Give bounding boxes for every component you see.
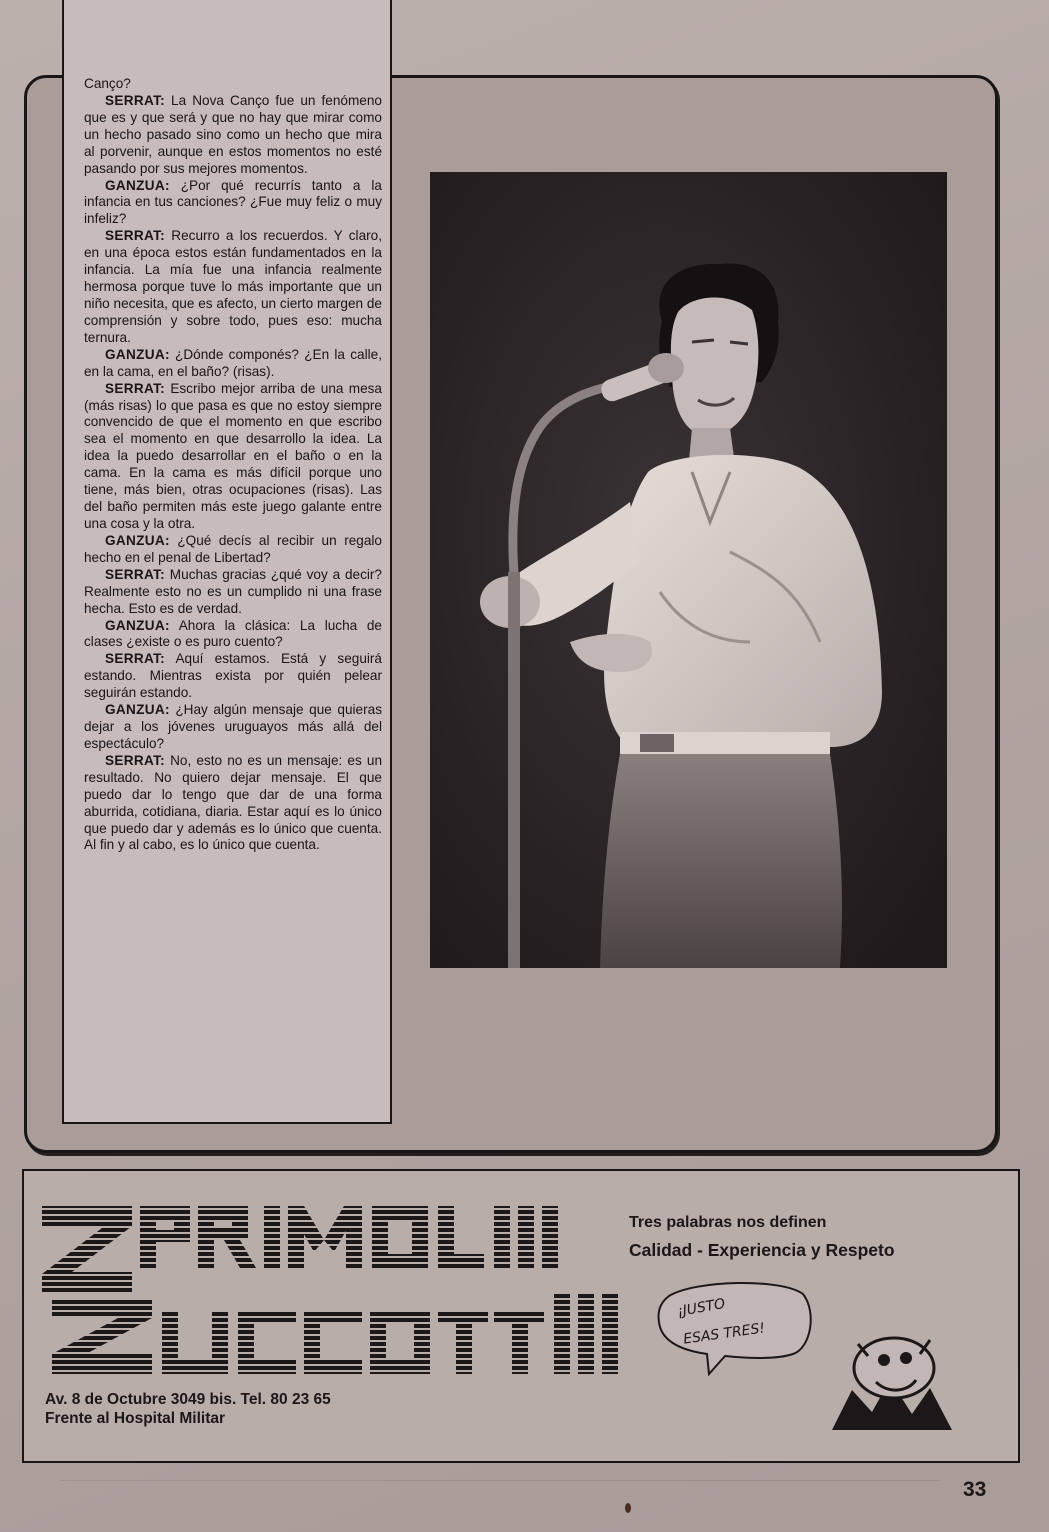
interview-paragraph [84,178,382,229]
page-number: 33 [963,1478,987,1501]
paragraph-text: Ahora la clásica: La lucha de clases ¿existe o es puro cuento? [84,617,382,650]
paragraph-text: La Nova Canço fue un fenómeno que es y que será y que no hay que mirar como un hecho pasado sino como un hecho que mira al porvenir, aunque en estos momentos no esté pasando por sus mejores momentos. [84,92,382,176]
address-line-2: Frente al Hospital Militar [45,1410,226,1427]
ad-address [45,1390,331,1428]
paragraph-text: ¿Dónde componés? ¿En la calle, en la cama, en el baño? (risas). [84,346,382,379]
interview-paragraph [84,381,382,533]
paragraph-text: Recurro a los recuerdos. Y claro, en una época estos están fundamentados en la infancia. La mía fue una infancia realmente hermosa porque tuve lo más importante que un niño necesita, que es afecto, un cierto margen de comprensión y sobre todo, pues eso: mucha ternura. [84,228,382,345]
paragraph-text: ¿Por qué recurrís tanto a la infancia en tus canciones? ¿Fue muy feliz o muy infeliz? [84,177,382,227]
paragraph-text: No, esto no es un mensaje: es un resultado. No quiero dejar mensaje. El que puedo dar lo tengo que dar de una forma aburrida, cotidiana, diaria. Estar aquí es lo único que puedo dar y además es lo único que cuenta. Al fin y al cabo, es lo único que cuenta. [84,752,382,853]
interview-text [84,76,382,854]
address-line: Av. 8 de Octubre 3049 bis. Tel. 80 23 65 [45,1391,331,1408]
paragraph-text: Aquí estamos. Está y seguirá estando. Mientras exista por quién pelear seguirán estando. [84,651,382,701]
speaker-name: SERRAT: [105,651,165,667]
speaker-name: GANZUA: [105,346,170,362]
singer-photo [430,172,947,968]
speaker-name: SERRAT: [105,380,165,396]
ad-slogan: Calidad - Experiencia y Respeto [629,1240,895,1260]
speaker-name: GANZUA: [105,702,170,718]
interview-paragraph [84,753,382,855]
ink-dot [625,1503,631,1513]
interview-paragraph [84,702,382,753]
bleed-through [60,1480,940,1481]
speaker-name: GANZUA: [105,617,170,633]
singer-illustration [430,172,947,968]
paragraph-text: ¿Hay algún mensaje que quieras dejar a los jóvenes uruguayos más allá del espectáculo? [84,702,382,751]
speaker-name: SERRAT: [105,752,165,768]
interview-paragraph [84,533,382,567]
primoli-zuccotti-logo [42,1198,622,1381]
interview-paragraph [84,228,382,346]
interview-paragraph [84,76,382,93]
paragraph-text: Muchas gracias ¿qué voy a decir? Realmente esto no es un cumplido ni una frase hecha. Esto es de verdad. [84,566,382,616]
bubble-line-1: ¡JUSTO [675,1295,727,1321]
ad-tagline: Tres palabras nos definen [629,1214,827,1231]
paragraph-text: Escribo mejor arriba de una mesa (más risas) lo que pasa es que no estoy siempre convencido de que el momento en que escribo sea el momento en que desarrollo la idea. La idea la puedo desarrollar en el baño o en la cama. En la cama es más difícil porque uno tiene, más bien, otras ocupaciones (risas). Las del baño permiten más este juego galante entre una cosa y la otra. [84,380,382,531]
paragraph-text: ¿Qué decís al recibir un regalo hecho en el penal de Libertad? [84,532,382,565]
speaker-name: SERRAT: [105,92,165,108]
speech-bubble [655,1278,815,1383]
speaker-name: SERRAT: [105,228,165,244]
interview-paragraph [84,567,382,618]
interview-paragraph [84,651,382,702]
speaker-name: SERRAT: [105,566,165,582]
interview-paragraph [84,347,382,381]
speaker-name: GANZUA: [105,177,170,193]
interview-paragraph [84,618,382,652]
interview-paragraph [84,93,382,178]
bubble-line-2: ESAS TRES! [682,1320,766,1348]
speaker-name: GANZUA: [105,532,170,548]
cartoon-mascot [812,1320,962,1445]
paragraph-text: Canço? [84,76,131,91]
